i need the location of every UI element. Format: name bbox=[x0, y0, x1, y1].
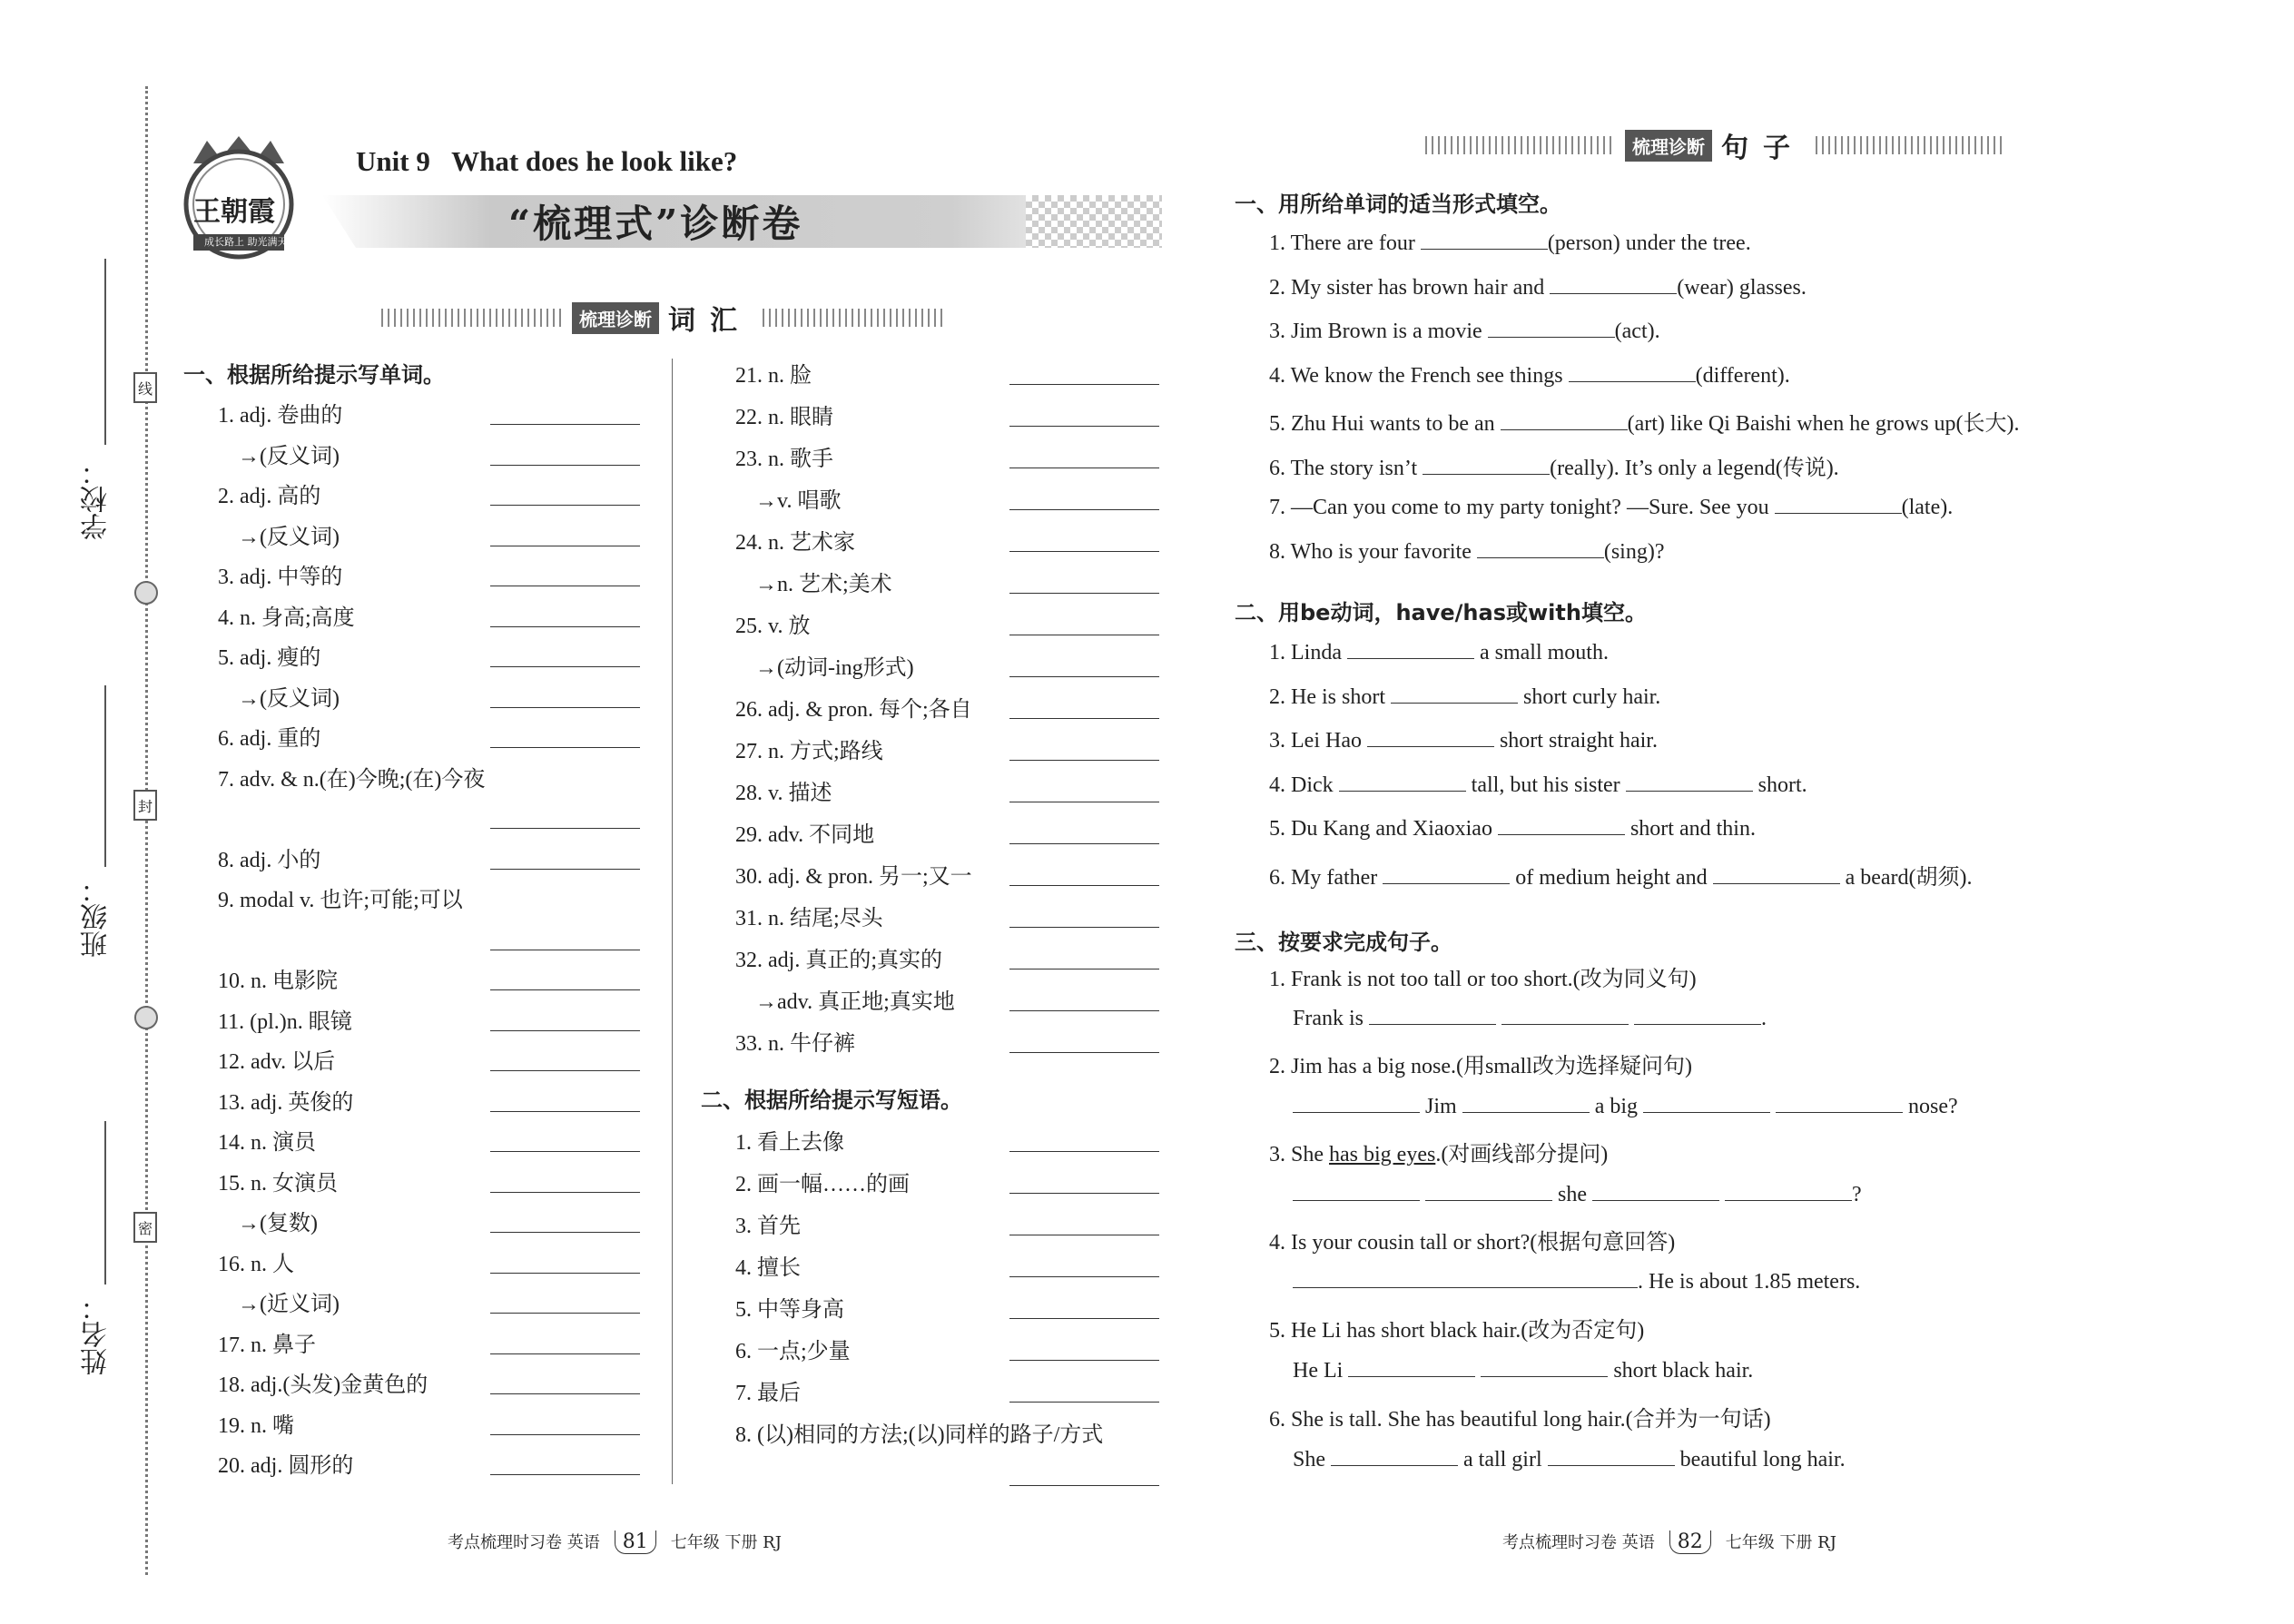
footer-left-grade: 七年级 下册 RJ bbox=[670, 1533, 782, 1552]
answer-blank[interactable] bbox=[1421, 229, 1548, 250]
answer-blank[interactable] bbox=[1293, 1180, 1420, 1201]
vocab-prompt: 6. 一点;少量 bbox=[735, 1340, 851, 1363]
answer-blank[interactable] bbox=[1383, 863, 1510, 884]
binding-mark-seal: 封 bbox=[133, 790, 157, 821]
vocab-prompt: 28. v. 描述 bbox=[735, 782, 832, 805]
answer-line[interactable] bbox=[1009, 1010, 1159, 1011]
answer-line[interactable] bbox=[1009, 593, 1159, 594]
page-number-left: 81 bbox=[615, 1530, 656, 1554]
answer-blank[interactable] bbox=[1462, 1092, 1590, 1113]
rewrite-heading: 三、按要求完成句子。 bbox=[1235, 930, 1452, 955]
answer-blank[interactable] bbox=[1391, 683, 1518, 704]
vocab-prompt: →n. 艺术;美术 bbox=[755, 573, 892, 596]
vocab-prompt: →(近义词) bbox=[238, 1293, 340, 1316]
rewrite-q4: 4. Is your cousin tall or short?(根据句意回答) bbox=[1269, 1231, 1676, 1255]
sentence-item bbox=[1269, 405, 2020, 437]
rewrite-a6 bbox=[1293, 1445, 1846, 1472]
binding-mark-line: 线 bbox=[133, 372, 157, 403]
sentence-text: short straight hair. bbox=[1493, 729, 1658, 753]
sentence-text: 1. Linda bbox=[1269, 641, 1347, 664]
fill-form-heading: 一、用所给单词的适当形式填空。 bbox=[1235, 192, 1561, 217]
answer-word: short black hair. bbox=[1613, 1359, 1754, 1383]
vocab-prompt: 7. 最后 bbox=[735, 1382, 801, 1405]
answer-blank[interactable] bbox=[1339, 771, 1466, 792]
binding-dotted-line bbox=[145, 86, 148, 1575]
sentence-text: tall, but his sister bbox=[1465, 773, 1626, 797]
vocab-prompt: 4. n. 身高;高度 bbox=[218, 605, 355, 630]
answer-line[interactable] bbox=[490, 1434, 640, 1435]
answer-line[interactable] bbox=[490, 1232, 640, 1233]
sentence-item bbox=[1269, 771, 1807, 798]
sentence-text: (act). bbox=[1614, 320, 1660, 343]
answer-line[interactable] bbox=[490, 828, 640, 829]
vocab-prompt: →(复数) bbox=[238, 1212, 318, 1235]
sentence-text: (sing)? bbox=[1603, 539, 1665, 564]
sentence-section-bar bbox=[1425, 127, 2006, 163]
answer-line[interactable] bbox=[1009, 384, 1159, 385]
vocab-prompt: →(动词-ing形式) bbox=[755, 656, 914, 680]
vocab-prompt: 31. n. 结尾;尽头 bbox=[735, 907, 883, 930]
answer-blank[interactable] bbox=[1592, 1180, 1719, 1201]
vocab-prompt: 19. n. 嘴 bbox=[218, 1413, 294, 1438]
vocab-prompt: 32. adj. 真正的;真实的 bbox=[735, 949, 942, 972]
answer-line[interactable] bbox=[490, 1151, 640, 1152]
answer-blank[interactable] bbox=[1498, 814, 1625, 835]
vocab-prompt: 2. adj. 高的 bbox=[218, 485, 321, 508]
sentence-item bbox=[1269, 493, 1953, 520]
school-field[interactable] bbox=[104, 259, 106, 445]
fill-verb-heading: 二、用be动词，have/has或with填空。 bbox=[1235, 600, 1647, 625]
vocab-prompt: 18. adj.(头发)金黄色的 bbox=[218, 1373, 428, 1397]
vocab-prompt: 17. n. 鼻子 bbox=[218, 1333, 316, 1357]
answer-line[interactable] bbox=[490, 1111, 640, 1112]
vocab-prompt: 8. (以)相同的方法;(以)同样的路子/方式 bbox=[735, 1423, 1104, 1447]
rewrite-q6: 6. She is tall. She has beautiful long hair.(合并为一句话) bbox=[1269, 1408, 1771, 1432]
vocab-prompt: 33. n. 牛仔裤 bbox=[735, 1032, 855, 1056]
vocab-prompt: 13. adj. 英俊的 bbox=[218, 1090, 354, 1115]
vocab-heading: 一、根据所给提示写单词。 bbox=[183, 362, 445, 388]
vocab-prompt: 3. 首先 bbox=[735, 1215, 801, 1238]
sentence-text: 3. Jim Brown is a movie bbox=[1269, 320, 1488, 343]
answer-line[interactable] bbox=[490, 1192, 640, 1193]
answer-blank[interactable] bbox=[1293, 1092, 1420, 1113]
answer-line[interactable] bbox=[490, 1313, 640, 1314]
vocab-prompt: 9. modal v. 也许;可能;可以 bbox=[218, 889, 463, 912]
vocab-prompt: 22. n. 眼睛 bbox=[735, 406, 833, 429]
vocab-prompt: 5. adj. 瘦的 bbox=[218, 646, 321, 670]
name-field[interactable] bbox=[104, 1121, 106, 1284]
answer-blank[interactable] bbox=[1775, 493, 1902, 514]
answer-blank[interactable] bbox=[1423, 454, 1550, 475]
answer-word: beautiful long hair. bbox=[1679, 1448, 1846, 1471]
vocab-section-bar bbox=[381, 300, 944, 336]
answer-word: nose? bbox=[1908, 1095, 1958, 1118]
rewrite-q1: 1. Frank is not too tall or too short.(改为同义句) bbox=[1269, 968, 1697, 991]
vocab-prompt: 14. n. 演员 bbox=[218, 1131, 316, 1155]
unit-title bbox=[356, 145, 737, 178]
rewrite-a2 bbox=[1293, 1092, 1958, 1119]
sentence-text: a beard(胡须). bbox=[1839, 865, 1973, 890]
answer-line[interactable] bbox=[1009, 1193, 1159, 1194]
sentence-text: (art) like Qi Baishi when he grows up(长大). bbox=[1627, 412, 2020, 436]
sentence-text: 7. —Can you come to my party tonight? —Sure. See you bbox=[1269, 496, 1775, 519]
page-title: “梳理式”诊断卷 bbox=[508, 202, 803, 246]
sentence-text: short. bbox=[1752, 773, 1807, 797]
answer-line[interactable] bbox=[1009, 676, 1159, 677]
sentence-text: 6. The story isn’t bbox=[1269, 456, 1423, 480]
bar-ticks-left bbox=[1425, 136, 1616, 154]
binding-hole-top bbox=[134, 581, 158, 605]
answer-line[interactable] bbox=[490, 505, 640, 506]
answer-blank[interactable] bbox=[1481, 1356, 1608, 1377]
phrase-heading: 二、根据所给提示写短语。 bbox=[701, 1088, 962, 1113]
answer-line[interactable] bbox=[490, 747, 640, 748]
sentence-item bbox=[1269, 273, 1807, 300]
answer-blank[interactable] bbox=[1713, 863, 1840, 884]
sentence-text: of medium height and bbox=[1510, 865, 1713, 890]
sentence-item bbox=[1269, 361, 1790, 389]
bar-ticks-right bbox=[1816, 136, 2006, 154]
answer-blank[interactable] bbox=[1776, 1092, 1903, 1113]
underlined-part: has big eyes bbox=[1329, 1143, 1436, 1166]
sentence-text: short and thin. bbox=[1624, 817, 1756, 841]
vocab-prompt: 30. adj. & pron. 另一;又一 bbox=[735, 865, 972, 889]
answer-line[interactable] bbox=[490, 465, 640, 466]
sentence-text: 5. Zhu Hui wants to be an bbox=[1269, 412, 1501, 436]
bar-ticks-right bbox=[763, 309, 944, 327]
logo-slogan: 成长路上 助光满天 bbox=[204, 236, 288, 248]
answer-blank[interactable] bbox=[1425, 1180, 1552, 1201]
rewrite-a4 bbox=[1293, 1267, 1860, 1294]
vocab-prompt: 29. adv. 不同地 bbox=[735, 823, 875, 847]
answer-line[interactable] bbox=[490, 666, 640, 667]
sentence-text: 4. We know the French see things bbox=[1269, 363, 1569, 388]
vocab-prompt: 25. v. 放 bbox=[735, 615, 811, 638]
answer-line[interactable] bbox=[490, 989, 640, 990]
sentence-item bbox=[1269, 638, 1609, 665]
vocab-prompt: 26. adj. & pron. 每个;各自 bbox=[735, 698, 972, 722]
answer-line[interactable] bbox=[1009, 718, 1159, 719]
rewrite-a3 bbox=[1293, 1180, 1862, 1207]
section-title: 句子 bbox=[1721, 133, 1805, 164]
answer-line[interactable] bbox=[1009, 1052, 1159, 1053]
answer-line[interactable] bbox=[490, 1030, 640, 1031]
vocab-prompt: 11. (pl.)n. 眼镜 bbox=[218, 1009, 352, 1034]
vocab-prompt: 21. n. 脸 bbox=[735, 364, 812, 388]
unit-question: What does he look like? bbox=[451, 145, 738, 177]
footer-right-grade: 七年级 下册 RJ bbox=[1725, 1533, 1836, 1552]
answer-line[interactable] bbox=[490, 626, 640, 627]
sentence-text: 5. Du Kang and Xiaoxiao bbox=[1269, 817, 1498, 841]
answer-word: He Li bbox=[1293, 1359, 1344, 1383]
answer-blank[interactable] bbox=[1331, 1445, 1458, 1466]
sentence-item bbox=[1269, 814, 1756, 842]
question-text: 3. She bbox=[1269, 1143, 1329, 1166]
answer-word: a big bbox=[1594, 1095, 1639, 1118]
answer-blank[interactable] bbox=[1501, 1004, 1629, 1025]
answer-word: she bbox=[1558, 1183, 1587, 1206]
answer-line[interactable] bbox=[1009, 1485, 1159, 1486]
class-label: 班级： bbox=[81, 876, 113, 958]
class-field[interactable] bbox=[104, 685, 106, 867]
footer-left-series: 考点梳理时习卷 英语 bbox=[448, 1533, 600, 1552]
section-title: 词汇 bbox=[668, 305, 752, 337]
vocab-prompt: 12. adv. 以后 bbox=[218, 1050, 336, 1074]
sentence-text: 4. Dick bbox=[1269, 773, 1339, 797]
vocab-prompt: →v. 唱歌 bbox=[755, 489, 842, 513]
vocab-prompt: 3. adj. 中等的 bbox=[218, 566, 343, 589]
vocab-prompt: 23. n. 歌手 bbox=[735, 448, 833, 471]
school-label: 学校： bbox=[81, 458, 113, 540]
section-tag: 梳理诊断 bbox=[572, 302, 659, 334]
vocab-prompt: →adv. 真正地;真实地 bbox=[755, 990, 955, 1014]
vocab-prompt: 8. adj. 小的 bbox=[218, 848, 321, 872]
answer-line[interactable] bbox=[490, 1474, 640, 1475]
sentence-text: (wear) glasses. bbox=[1677, 275, 1807, 300]
footer-right bbox=[1502, 1530, 1836, 1554]
footer-right-series: 考点梳理时习卷 英语 bbox=[1502, 1533, 1655, 1552]
answer-blank[interactable] bbox=[1548, 1445, 1675, 1466]
answer-line[interactable] bbox=[1009, 1151, 1159, 1152]
rewrite-a5 bbox=[1293, 1356, 1753, 1383]
sentence-text: a small mouth. bbox=[1473, 641, 1609, 664]
answer-line[interactable] bbox=[490, 1070, 640, 1071]
answer-line[interactable] bbox=[1009, 1402, 1159, 1403]
sentence-item bbox=[1269, 859, 1973, 891]
sentence-text: 1. There are four bbox=[1269, 231, 1421, 255]
answer-blank[interactable] bbox=[1488, 317, 1615, 338]
sentence-item bbox=[1269, 229, 1751, 256]
answer-line[interactable] bbox=[1009, 927, 1159, 928]
answer-line[interactable] bbox=[490, 707, 640, 708]
answer-line[interactable] bbox=[1009, 509, 1159, 510]
answer-blank[interactable] bbox=[1477, 537, 1604, 558]
logo-name: 王朝霞 bbox=[193, 196, 275, 228]
answer-line[interactable] bbox=[490, 424, 640, 425]
answer-line[interactable] bbox=[1009, 1360, 1159, 1361]
vocab-prompt: 10. n. 电影院 bbox=[218, 969, 338, 993]
vocab-prompt: →(反义词) bbox=[238, 444, 340, 468]
vocab-prompt: 2. 画一幅……的画 bbox=[735, 1173, 910, 1196]
sentence-item bbox=[1269, 449, 1839, 481]
rewrite-a1: Frank is . bbox=[1293, 1004, 1767, 1031]
answer-line[interactable] bbox=[490, 1273, 640, 1274]
answer-word: Jim bbox=[1425, 1095, 1457, 1118]
vocab-prompt: 1. adj. 卷曲的 bbox=[218, 404, 343, 428]
vocab-prompt: 27. n. 方式;路线 bbox=[735, 740, 883, 763]
binding-hole-bottom bbox=[134, 1006, 158, 1029]
vocab-prompt: 20. adj. 圆形的 bbox=[218, 1454, 354, 1478]
sentence-text: (really). It’s only a legend(传说). bbox=[1550, 456, 1839, 480]
answer-blank[interactable] bbox=[1725, 1180, 1852, 1201]
sentence-item bbox=[1269, 317, 1660, 344]
answer-blank[interactable] bbox=[1626, 771, 1753, 792]
sentence-text: short curly hair. bbox=[1518, 684, 1661, 709]
answer-line[interactable] bbox=[1009, 843, 1159, 844]
sentence-text: 3. Lei Hao bbox=[1269, 729, 1367, 753]
sentence-text: (different). bbox=[1695, 363, 1790, 388]
answer-line[interactable] bbox=[490, 1393, 640, 1394]
vocab-prompt: 1. 看上去像 bbox=[735, 1131, 844, 1155]
unit-number: Unit 9 bbox=[356, 145, 430, 177]
answer-blank[interactable] bbox=[1501, 409, 1628, 430]
column-divider bbox=[672, 359, 673, 1484]
sentence-text: 2. My sister has brown hair and bbox=[1269, 275, 1551, 300]
answer-blank[interactable] bbox=[1569, 361, 1696, 382]
rewrite-q2: 2. Jim has a big nose.(用small改为选择疑问句) bbox=[1269, 1055, 1692, 1078]
answer-blank[interactable] bbox=[1293, 1267, 1638, 1288]
answer-line[interactable] bbox=[490, 869, 640, 870]
answer-line[interactable] bbox=[490, 1353, 640, 1354]
answer-line[interactable] bbox=[1009, 551, 1159, 552]
sentence-text: 6. My father bbox=[1269, 865, 1383, 890]
sentence-item bbox=[1269, 537, 1665, 565]
page-number-right: 82 bbox=[1669, 1530, 1711, 1554]
answer-line[interactable] bbox=[1009, 885, 1159, 886]
answer-line[interactable] bbox=[1009, 1318, 1159, 1319]
vocab-prompt: 5. 中等身高 bbox=[735, 1298, 844, 1322]
answer-line[interactable] bbox=[1009, 1276, 1159, 1277]
answer-word: ? bbox=[1852, 1183, 1862, 1206]
bar-ticks-left bbox=[381, 309, 563, 327]
answer-blank[interactable] bbox=[1643, 1092, 1770, 1113]
section-tag: 梳理诊断 bbox=[1625, 130, 1712, 162]
answer-line[interactable] bbox=[1009, 426, 1159, 427]
footer-left bbox=[448, 1530, 782, 1554]
answer-blank[interactable] bbox=[1634, 1004, 1761, 1025]
answer-blank[interactable] bbox=[1347, 638, 1474, 659]
name-label: 姓名： bbox=[81, 1294, 113, 1375]
vocab-prompt: 16. n. 人 bbox=[218, 1252, 294, 1276]
vocab-prompt: 7. adv. & n.(在)今晚;(在)今夜 bbox=[218, 767, 486, 792]
vocab-prompt: →(反义词) bbox=[238, 686, 340, 711]
sentence-text: 2. He is short bbox=[1269, 684, 1391, 709]
rewrite-q5: 5. He Li has short black hair.(改为否定句) bbox=[1269, 1319, 1645, 1343]
vocab-prompt: 15. n. 女演员 bbox=[218, 1171, 338, 1196]
sentence-text: (person) under the tree. bbox=[1547, 231, 1751, 255]
banner-checker-pattern bbox=[1026, 195, 1162, 248]
answer-blank[interactable] bbox=[1369, 1004, 1496, 1025]
answer-line[interactable] bbox=[1009, 760, 1159, 761]
answer-blank[interactable] bbox=[1367, 726, 1494, 747]
sentence-text: (late). bbox=[1901, 496, 1954, 519]
answer-prefix: Frank is bbox=[1293, 1007, 1364, 1030]
answer-word: . He is about 1.85 meters. bbox=[1638, 1270, 1861, 1294]
binding-mark-secret: 密 bbox=[133, 1212, 157, 1243]
answer-word: She bbox=[1293, 1448, 1325, 1471]
answer-blank[interactable] bbox=[1348, 1356, 1475, 1377]
vocab-prompt: 4. 擅长 bbox=[735, 1256, 801, 1280]
rewrite-q3 bbox=[1269, 1136, 1608, 1167]
answer-word: a tall girl bbox=[1463, 1448, 1542, 1471]
sentence-text: 8. Who is your favorite bbox=[1269, 539, 1477, 564]
sentence-item bbox=[1269, 726, 1658, 753]
question-text: .(对画线部分提问) bbox=[1435, 1143, 1609, 1166]
vocab-prompt: 24. n. 艺术家 bbox=[735, 531, 855, 555]
sentence-item bbox=[1269, 683, 1660, 710]
vocab-prompt: 6. adj. 重的 bbox=[218, 727, 321, 751]
vocab-prompt: →(反义词) bbox=[238, 525, 340, 549]
answer-blank[interactable] bbox=[1550, 273, 1677, 294]
